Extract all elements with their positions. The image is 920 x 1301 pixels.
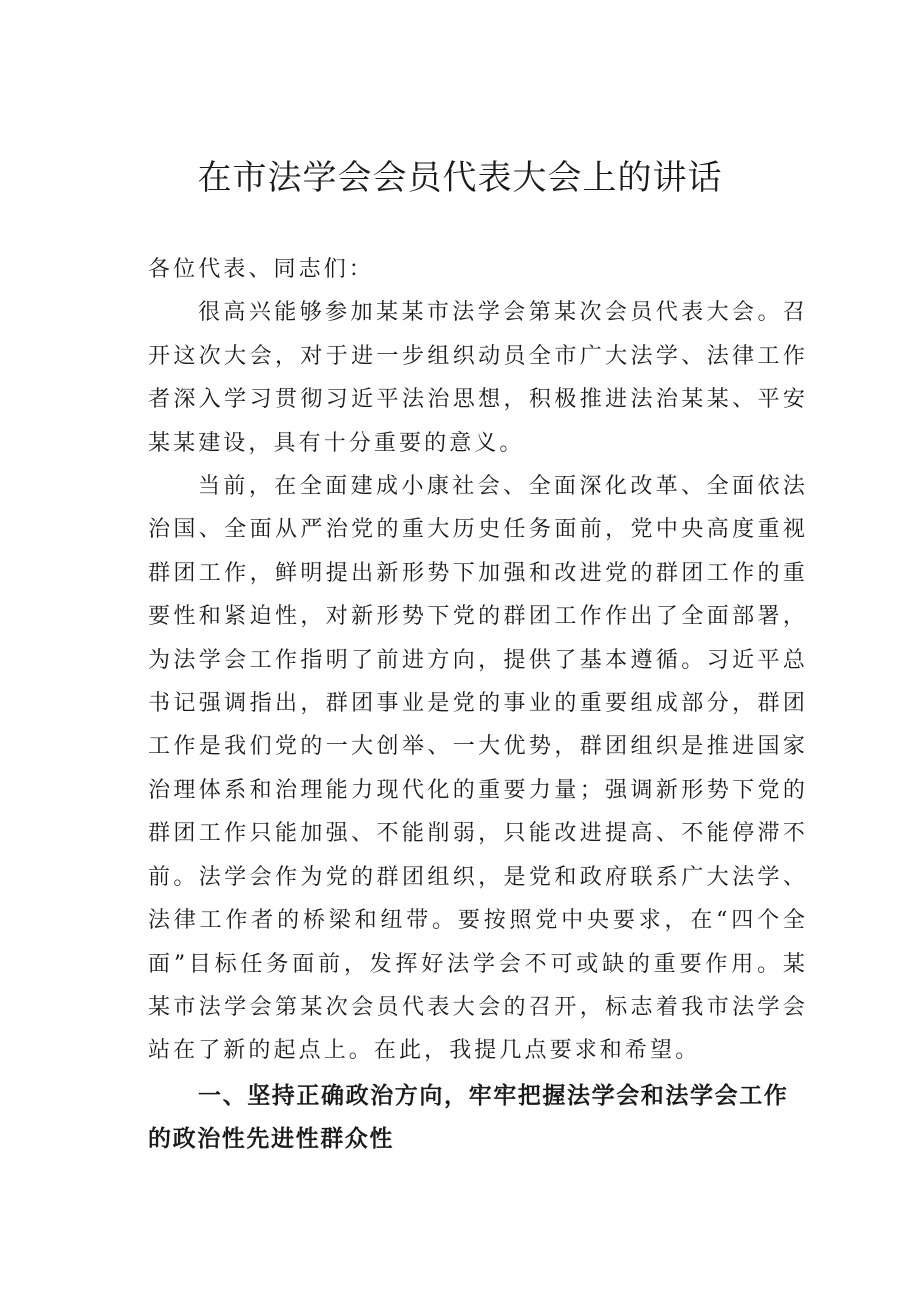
paragraph-context: 当前，在全面建成小康社会、全面深化改革、全面依法治国、全面从严治党的重大历史任务面前，党中央高度重视群团工作，鲜明提出新形势下加强和改进党的群团工作的重要性和紧迫性，对新形势下党的群团工作作出了全面部署，为法学会工作指明了前进方向，提供了基本遵循。习近平总书记强调指出，群团事业是党的事业的重要组成部分，群团工作是我们党的一大创举、一大优势，群团组织是推进国家治理体系和治理能力现代化的重要力量；强调新形势下党的群团工作只能加强、不能削弱，只能改进提高、不能停滞不前。法学会作为党的群团组织，是党和政府联系广大法学、法律工作者的桥梁和纽带。要按照党中央要求，在“四个全面”目标任务面前，发挥好法学会不可或缺的重要作用。某某市法学会第某次会员代表大会的召开，标志着我市法学会站在了新的起点上。在此，我提几点要求和希望。 [148,474,808,1064]
section-heading-1: 一、坚持正确政治方向，牢牢把握法学会和法学会工作的政治性先进性群众性 [148,1082,789,1152]
document-body [148,248,808,1161]
salutation: 各位代表、同志们： [148,257,374,282]
document-title: 在市法学会会员代表大会上的讲话 [197,158,723,198]
paragraph-opening: 很高兴能够参加某某市法学会第某次会员代表大会。召开这次大会，对于进一步组织动员全市广大法学、法律工作者深入学习贯彻习近平法治思想，积极推进法治某某、平安某某建设，具有十分重要的意义。 [148,300,808,456]
